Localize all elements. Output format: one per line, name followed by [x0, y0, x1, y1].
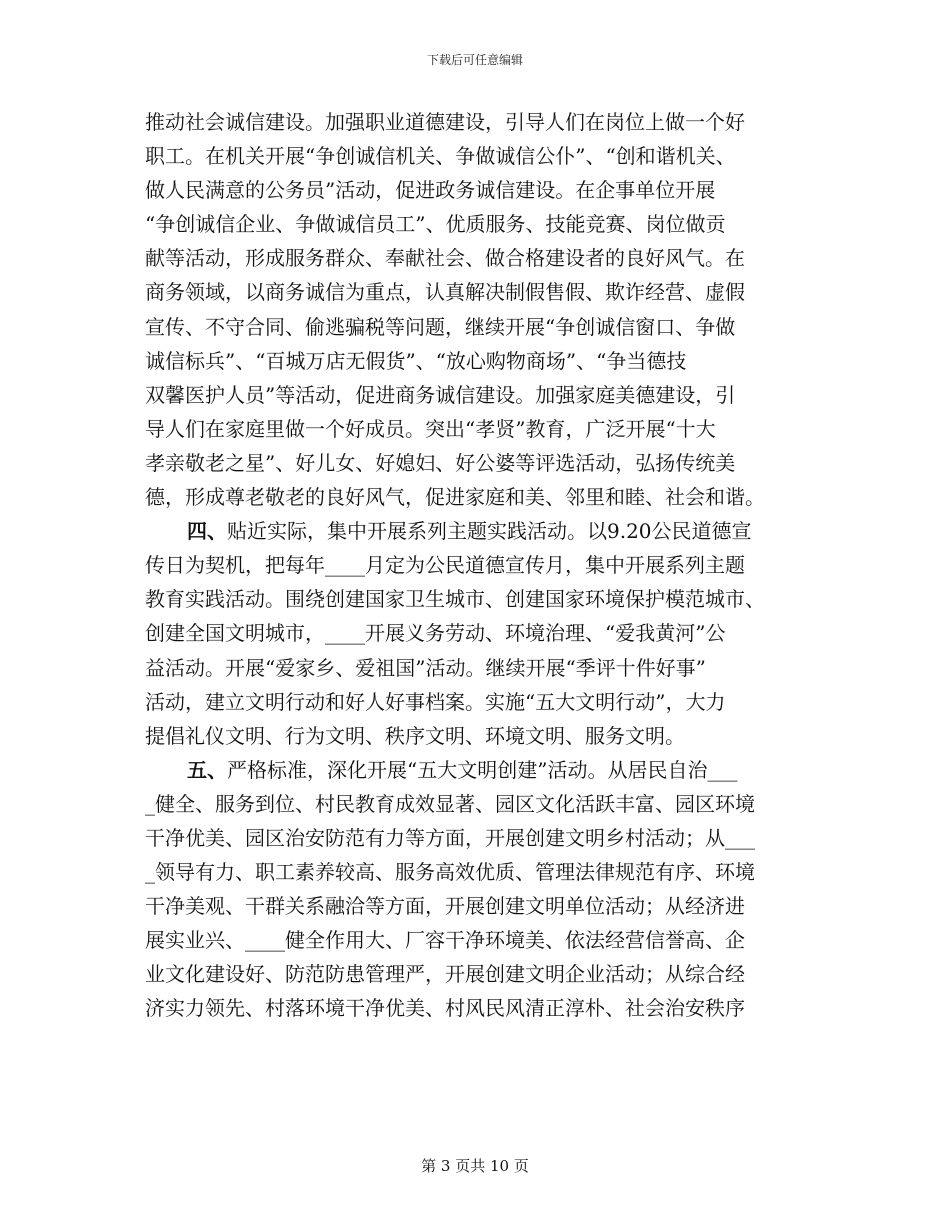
body-line: 传日为契机，把每年____月定为公民道德宣传月，集中开展系列主题	[145, 553, 745, 578]
body-line: _健全、服务到位、村民教育成效显著、园区文化活跃丰富、园区环境	[145, 791, 755, 816]
body-line: 教育实践活动。围绕创建国家卫生城市、创建国家环境保护模范城市、	[145, 587, 765, 612]
body-line: 双馨医护人员”等活动，促进商务诚信建设。加强家庭美德建设，引	[145, 382, 736, 407]
section-heading-text: 严格标准，深化开展“五大文明创建”活动。从居民自治___	[227, 757, 738, 782]
body-line: 推动社会诚信建设。加强职业道德建设，引导人们在岗位上做一个好	[145, 110, 745, 134]
section-number: 五、	[187, 757, 227, 782]
section-first-line	[145, 514, 810, 548]
body-line: 孝亲敬老之星”、好儿女、好媳妇、好公婆等评选活动，弘扬传统美	[145, 450, 736, 475]
page-number: 第 3 页共 10 页	[421, 1157, 529, 1175]
body-line: 展实业兴、____健全作用大、厂容干净环境美、依法经营信誉高、企	[145, 928, 745, 953]
page-header: 下载后可任意编辑	[426, 53, 523, 67]
body-line: 活动，建立文明行动和好人好事档案。实施“五大文明行动”，大力	[145, 689, 726, 714]
body-line: 导人们在家庭里做一个好成员。突出“孝贤”教育，广泛开展“十大	[145, 416, 716, 441]
body-line: 创建全国文明城市，____开展义务劳动、环境治理、“爱我黄河”公	[145, 621, 726, 646]
body-line: 提倡礼仪文明、行为文明、秩序文明、环境文明、服务文明。	[145, 723, 685, 748]
body-line: _领导有力、职工素养较高、服务高效优质、管理法律规范有序、环境	[145, 860, 755, 885]
body-line: 益活动。开展“爱家乡、爱祖国”活动。继续开展“季评十件好事”	[145, 655, 706, 680]
body-line: 做人民满意的公务员”活动，促进政务诚信建设。在企事单位开展	[145, 178, 716, 203]
body-line: 德，形成尊老敬老的良好风气，促进家庭和美、邻里和睦、社会和谐。	[145, 485, 765, 510]
body-line: “争创诚信企业、争做诚信员工”、优质服务、技能竞赛、岗位做贡	[145, 212, 726, 237]
body-line: 干净优美、园区治安防范有力等方面，开展创建文明乡村活动；从___	[145, 825, 755, 850]
body-line: 济实力领先、村落环境干净优美、村风民风清正淳朴、社会治安秩序	[145, 996, 745, 1021]
body-line: 宣传、不守合同、偷逃骗税等问题，继续开展“争创诚信窗口、争做	[145, 314, 736, 339]
body-line: 职工。在机关开展“争创诚信机关、争做诚信公仆”、“创和谐机关、	[145, 144, 736, 169]
body-line: 献等活动，形成服务群众、奉献社会、做合格建设者的良好风气。在	[145, 246, 745, 271]
document-body	[145, 105, 810, 1026]
body-line: 商务领域，以商务诚信为重点，认真解决制假售假、欺诈经营、虚假	[145, 280, 745, 305]
section-number: 四、	[187, 519, 227, 544]
section-first-line	[145, 753, 810, 787]
section-heading-text: 贴近实际，集中开展系列主题实践活动。以9.20公民道德宣	[227, 519, 752, 544]
body-line: 诚信标兵”、“百城万店无假货”、“放心购物商场”、“争当德技	[145, 348, 687, 373]
body-line: 业文化建设好、防范防患管理严，开展创建文明企业活动；从综合经	[145, 962, 745, 987]
body-line: 干净美观、干群关系融洽等方面，开展创建文明单位活动；从经济进	[145, 894, 745, 919]
